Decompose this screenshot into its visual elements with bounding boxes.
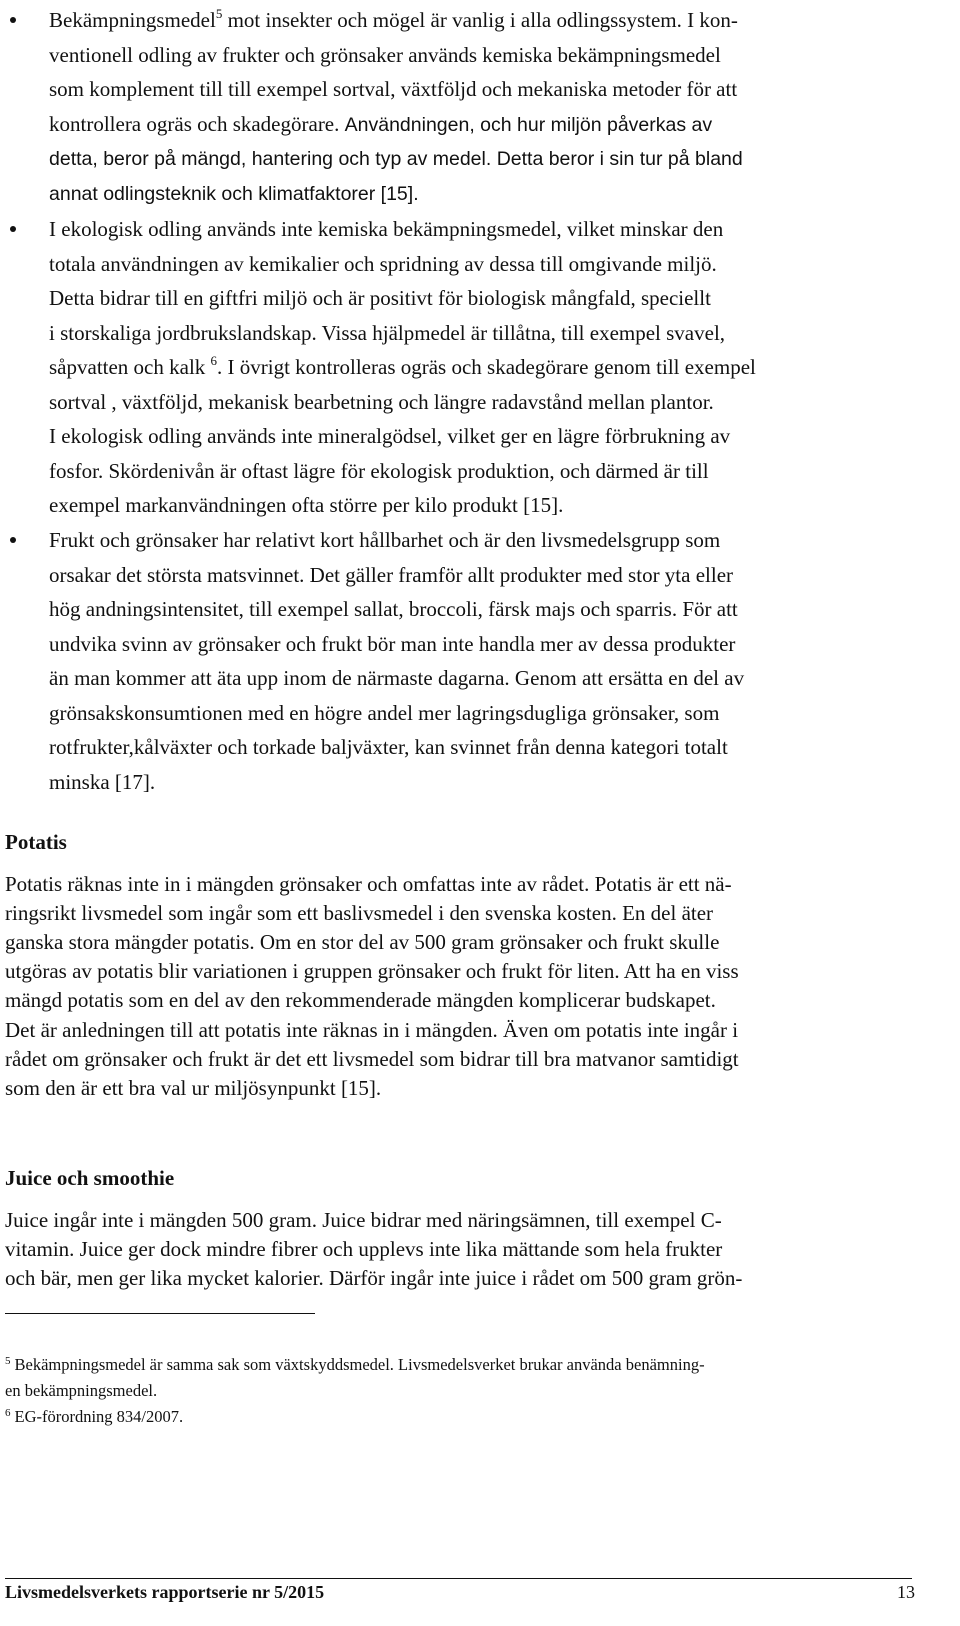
footnote-line — [5, 1355, 705, 1377]
page-number: 13 — [897, 1582, 915, 1602]
footnote-text: EG-förordning 834/2007. — [14, 1407, 184, 1426]
text-line — [49, 146, 743, 170]
text-line — [49, 424, 730, 448]
footnote-ref: 5 — [215, 6, 223, 21]
text-run: Frukt och grönsaker har relativt kort hållbarhet och är den livsmedelsgrupp som — [49, 528, 721, 552]
text-line — [49, 355, 756, 379]
footer-series: Livsmedelsverkets rapportserie nr 5/2015 — [5, 1582, 325, 1602]
text-run: i storskaliga jordbrukslandskap. Vissa hjälpmedel är tillåtna, till exempel svavel, — [49, 320, 726, 345]
bullet-dot-icon — [10, 17, 16, 23]
text-line — [49, 8, 738, 32]
bullet-dot-icon — [10, 537, 16, 543]
footer-rule — [5, 1578, 912, 1579]
text-run: detta, beror på mängd, hantering och typ av medel. Detta beror i sin tur på bland — [49, 148, 743, 170]
paragraph-line: Det är anledningen till att potatis inte räknas in i mängden. Även om potatis inte ingår i — [5, 1017, 739, 1042]
text-run: såpvatten och kalk — [49, 355, 211, 379]
text-line — [49, 181, 419, 205]
text-line — [49, 493, 563, 517]
text-run: som komplement till till exempel sortval, växtföljd och mekaniska metoder för att — [49, 77, 738, 101]
text-run: Bekämpningsmedel — [49, 8, 216, 32]
paragraph-line: Potatis räknas inte in i mängden grönsaker och omfattas inte av rådet. Potatis är ett nä- — [5, 872, 732, 896]
footnote-number: 5 — [5, 1355, 11, 1367]
text-run: kontrollera ogräs och skadegörare. — [49, 111, 345, 136]
footnote-separator — [5, 1313, 315, 1314]
text-run: undvika svinn av grönsaker och frukt bör man inte handla mer av dessa produkter — [49, 631, 736, 656]
text-line — [49, 666, 744, 690]
section-heading: Potatis — [5, 830, 67, 854]
footnote-text: en bekämpningsmedel. — [5, 1381, 158, 1400]
text-run: . I övrigt kontrolleras ogräs och skadegörare genom till exempel — [217, 355, 756, 379]
text-line — [49, 735, 728, 759]
text-run: mot insekter och mögel är vanlig i alla odlingssystem. I kon- — [222, 8, 738, 32]
text-run: I ekologisk odling används inte mineralgödsel, vilket ger en lägre förbrukning av — [49, 424, 731, 448]
text-line — [49, 701, 719, 725]
text-line — [49, 528, 720, 552]
text-line — [49, 632, 735, 656]
text-run: fosfor. Skördenivån är oftast lägre för ekologisk produktion, och därmed är till — [49, 458, 709, 483]
text-line — [49, 597, 738, 621]
paragraph-line: ganska stora mängder potatis. Om en stor del av 500 gram grönsaker och frukt skulle — [5, 930, 720, 955]
text-run: rotfrukter,kålväxter och torkade baljväxter, kan svinnet från denna kategori totalt — [49, 735, 728, 759]
footnote-line — [5, 1407, 183, 1429]
text-run: I ekologisk odling används inte kemiska bekämpningsmedel, vilket minskar den — [49, 217, 724, 241]
paragraph-line: ringsrikt livsmedel som ingår som ett baslivsmedel i den svenska kosten. En del äter — [5, 901, 714, 926]
section-heading: Juice och smoothie — [5, 1166, 175, 1190]
paragraph-line: som den är ett bra val ur miljösynpunkt [15]. — [5, 1075, 382, 1100]
text-run: totala användningen av kemikalier och spridning av dessa till omgivande miljö. — [49, 251, 717, 276]
text-run: sortval , växtföljd, mekanisk bearbetning och längre radavstånd mellan plantor. — [49, 389, 714, 414]
text-run: ventionell odling av frukter och grönsaker används kemiska bekämpningsmedel — [49, 42, 721, 67]
paragraph-line: rådet om grönsaker och frukt är det ett livsmedel som bidrar till bra matvanor samtidigt — [5, 1046, 739, 1071]
text-line — [49, 286, 711, 310]
text-line — [49, 43, 721, 67]
text-line — [49, 252, 717, 276]
text-run: annat odlingsteknik och klimatfaktorer [15]. — [49, 182, 419, 205]
text-line — [49, 112, 712, 136]
text-line — [49, 459, 709, 483]
text-line — [49, 77, 737, 101]
paragraph-line: utgöras av potatis blir variationen i gruppen grönsaker och frukt för liten. Att ha en viss — [5, 959, 739, 984]
text-run: orsakar det största matsvinnet. Det gäller framför allt produkter med stor yta eller — [49, 562, 734, 587]
text-line — [49, 217, 723, 241]
text-run: Detta bidrar till en giftfri miljö och är positivt för biologisk mångfald, speciellt — [49, 286, 711, 310]
paragraph-line: och bär, men ger lika mycket kalorier. Därför ingår inte juice i rådet om 500 gram grön- — [5, 1266, 743, 1291]
text-line — [49, 563, 733, 587]
paragraph-line: vitamin. Juice ger dock mindre fibrer och upplevs inte lika mättande som hela frukter — [5, 1237, 723, 1262]
text-line — [49, 390, 714, 414]
text-line — [49, 321, 725, 345]
text-run: grönsakskonsumtionen med en högre andel mer lagringsdugliga grönsaker, som — [49, 700, 720, 725]
text-run: än man kommer att äta upp inom de närmaste dagarna. Genom att ersätta en del av — [49, 666, 745, 690]
paragraph-line: mängd potatis som en del av den rekommenderade mängden komplicerar budskapet. — [5, 988, 716, 1013]
footnote-text: Bekämpningsmedel är samma sak som växtskyddsmedel. Livsmedelsverket brukar använda benämning- — [14, 1355, 705, 1374]
text-run: hög andningsintensitet, till exempel sallat, broccoli, färsk majs och sparris. För att — [49, 597, 738, 621]
text-run: Användningen, och hur miljön påverkas av — [344, 113, 713, 136]
footnote-line — [5, 1381, 157, 1401]
text-line — [49, 770, 155, 794]
paragraph-line: Juice ingår inte i mängden 500 gram. Juice bidrar med näringsämnen, till exempel C- — [5, 1208, 722, 1232]
text-run: minska [17]. — [49, 769, 156, 794]
text-run: exempel markanvändningen ofta större per kilo produkt [15]. — [49, 493, 564, 517]
footnote-number: 6 — [5, 1407, 11, 1419]
footnote-ref: 6 — [210, 353, 218, 368]
bullet-dot-icon — [10, 226, 16, 232]
